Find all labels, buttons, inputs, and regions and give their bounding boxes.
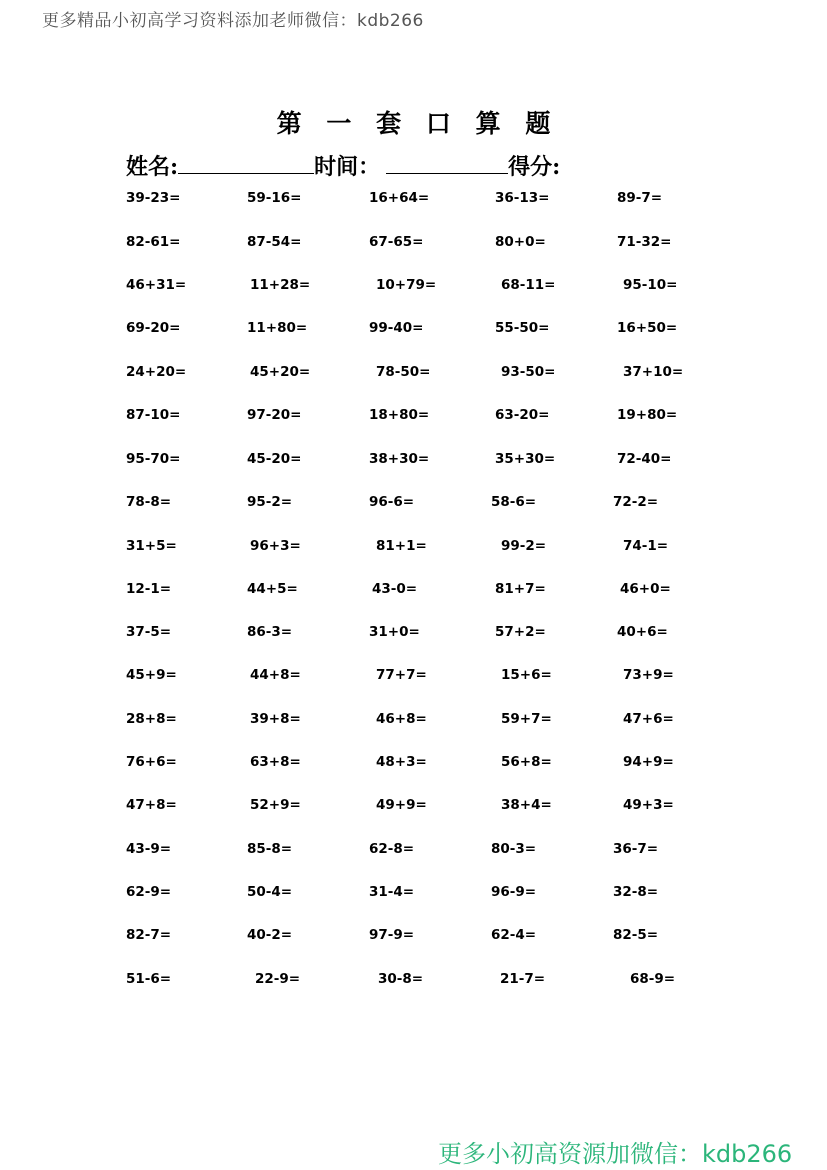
arithmetic-problem: 11+80=: [247, 320, 308, 336]
arithmetic-problem: 97-20=: [247, 407, 302, 423]
arithmetic-problem: 31-4=: [369, 884, 415, 900]
time-label: 时间：: [314, 154, 381, 180]
arithmetic-problem: 48+3=: [376, 754, 427, 770]
arithmetic-problem: 62-4=: [491, 927, 537, 943]
student-info-row: [126, 150, 560, 181]
arithmetic-problem: 71-32=: [617, 234, 672, 250]
arithmetic-problem: 82-5=: [613, 927, 659, 943]
arithmetic-problem: 51-6=: [126, 971, 172, 987]
arithmetic-problem: 43-0=: [372, 581, 418, 597]
arithmetic-problem: 59+7=: [501, 711, 552, 727]
name-blank[interactable]: [178, 151, 314, 174]
arithmetic-problem: 63+8=: [250, 754, 301, 770]
arithmetic-problem: 81+7=: [495, 581, 546, 597]
arithmetic-problem: 28+8=: [126, 711, 177, 727]
name-label: 姓名:: [126, 154, 179, 180]
arithmetic-problem: 45+20=: [250, 364, 311, 380]
arithmetic-problem: 96-9=: [491, 884, 537, 900]
arithmetic-problem: 78-8=: [126, 494, 172, 510]
arithmetic-problem: 80-3=: [491, 841, 537, 857]
time-blank[interactable]: [386, 151, 508, 174]
arithmetic-problem: 38+4=: [501, 797, 552, 813]
arithmetic-problem: 96+3=: [250, 538, 301, 554]
arithmetic-problem: 76+6=: [126, 754, 177, 770]
arithmetic-problem: 11+28=: [250, 277, 311, 293]
arithmetic-problem: 40-2=: [247, 927, 293, 943]
arithmetic-problem: 63-20=: [495, 407, 550, 423]
arithmetic-problem: 24+20=: [126, 364, 187, 380]
arithmetic-problem: 68-11=: [501, 277, 556, 293]
arithmetic-problem: 16+64=: [369, 190, 430, 206]
arithmetic-problem: 31+5=: [126, 538, 177, 554]
arithmetic-problem: 30-8=: [378, 971, 424, 987]
arithmetic-problem: 68-9=: [630, 971, 676, 987]
arithmetic-problem: 67-65=: [369, 234, 424, 250]
arithmetic-problem: 37-5=: [126, 624, 172, 640]
title-char: 套: [376, 109, 402, 138]
arithmetic-problem: 58-6=: [491, 494, 537, 510]
arithmetic-problem: 52+9=: [250, 797, 301, 813]
arithmetic-problem: 62-8=: [369, 841, 415, 857]
arithmetic-problem: 43-9=: [126, 841, 172, 857]
arithmetic-problem: 95-10=: [623, 277, 678, 293]
arithmetic-problem: 78-50=: [376, 364, 431, 380]
title-char: 题: [525, 109, 551, 138]
arithmetic-problem: 49+9=: [376, 797, 427, 813]
arithmetic-problem: 99-40=: [369, 320, 424, 336]
title-char: 第: [276, 109, 302, 138]
arithmetic-problem: 40+6=: [617, 624, 668, 640]
arithmetic-problem: 87-54=: [247, 234, 302, 250]
arithmetic-problem: 45-20=: [247, 451, 302, 467]
arithmetic-problem: 50-4=: [247, 884, 293, 900]
arithmetic-problem: 73+9=: [623, 667, 674, 683]
arithmetic-problem: 39-23=: [126, 190, 181, 206]
arithmetic-problem: 46+31=: [126, 277, 187, 293]
arithmetic-problem: 32-8=: [613, 884, 659, 900]
arithmetic-problem: 95-2=: [247, 494, 293, 510]
arithmetic-problem: 15+6=: [501, 667, 552, 683]
arithmetic-problem: 77+7=: [376, 667, 427, 683]
arithmetic-problem: 57+2=: [495, 624, 546, 640]
arithmetic-problem: 47+8=: [126, 797, 177, 813]
title-char: 一: [326, 109, 352, 138]
page-title: [0, 104, 827, 140]
arithmetic-problem: 38+30=: [369, 451, 430, 467]
arithmetic-problem: 56+8=: [501, 754, 552, 770]
arithmetic-problem: 74-1=: [623, 538, 669, 554]
arithmetic-problem: 94+9=: [623, 754, 674, 770]
arithmetic-problem: 19+80=: [617, 407, 678, 423]
arithmetic-problem: 39+8=: [250, 711, 301, 727]
arithmetic-problem: 36-13=: [495, 190, 550, 206]
arithmetic-problem: 45+9=: [126, 667, 177, 683]
arithmetic-problem: 72-40=: [617, 451, 672, 467]
arithmetic-problem: 46+8=: [376, 711, 427, 727]
arithmetic-problem: 16+50=: [617, 320, 678, 336]
arithmetic-problem: 44+8=: [250, 667, 301, 683]
arithmetic-problem: 93-50=: [501, 364, 556, 380]
arithmetic-problem: 96-6=: [369, 494, 415, 510]
arithmetic-problem: 86-3=: [247, 624, 293, 640]
arithmetic-problem: 12-1=: [126, 581, 172, 597]
arithmetic-problem: 36-7=: [613, 841, 659, 857]
arithmetic-problem: 21-7=: [500, 971, 546, 987]
arithmetic-problem: 37+10=: [623, 364, 684, 380]
arithmetic-problem: 35+30=: [495, 451, 556, 467]
arithmetic-problem: 87-10=: [126, 407, 181, 423]
title-char: 算: [475, 109, 501, 138]
arithmetic-problem: 55-50=: [495, 320, 550, 336]
arithmetic-problem: 59-16=: [247, 190, 302, 206]
arithmetic-problem: 18+80=: [369, 407, 430, 423]
arithmetic-problem: 22-9=: [255, 971, 301, 987]
arithmetic-problem: 62-9=: [126, 884, 172, 900]
arithmetic-problem: 49+3=: [623, 797, 674, 813]
arithmetic-problem: 99-2=: [501, 538, 547, 554]
score-label: 得分:: [508, 154, 561, 180]
arithmetic-problem: 10+79=: [376, 277, 437, 293]
arithmetic-problem: 81+1=: [376, 538, 427, 554]
arithmetic-problem: 72-2=: [613, 494, 659, 510]
arithmetic-problem: 44+5=: [247, 581, 298, 597]
footer-note: 更多小初高资源加微信：kdb266: [438, 1140, 793, 1168]
arithmetic-problem: 89-7=: [617, 190, 663, 206]
title-char: 口: [425, 109, 451, 138]
arithmetic-problem: 31+0=: [369, 624, 420, 640]
arithmetic-problem: 80+0=: [495, 234, 546, 250]
arithmetic-problem: 85-8=: [247, 841, 293, 857]
arithmetic-problem: 82-7=: [126, 927, 172, 943]
arithmetic-problem: 97-9=: [369, 927, 415, 943]
header-note: 更多精品小初高学习资料添加老师微信：kdb266: [42, 11, 424, 31]
arithmetic-problem: 82-61=: [126, 234, 181, 250]
arithmetic-problem: 47+6=: [623, 711, 674, 727]
arithmetic-problem: 46+0=: [620, 581, 671, 597]
arithmetic-problem: 69-20=: [126, 320, 181, 336]
arithmetic-problem: 95-70=: [126, 451, 181, 467]
